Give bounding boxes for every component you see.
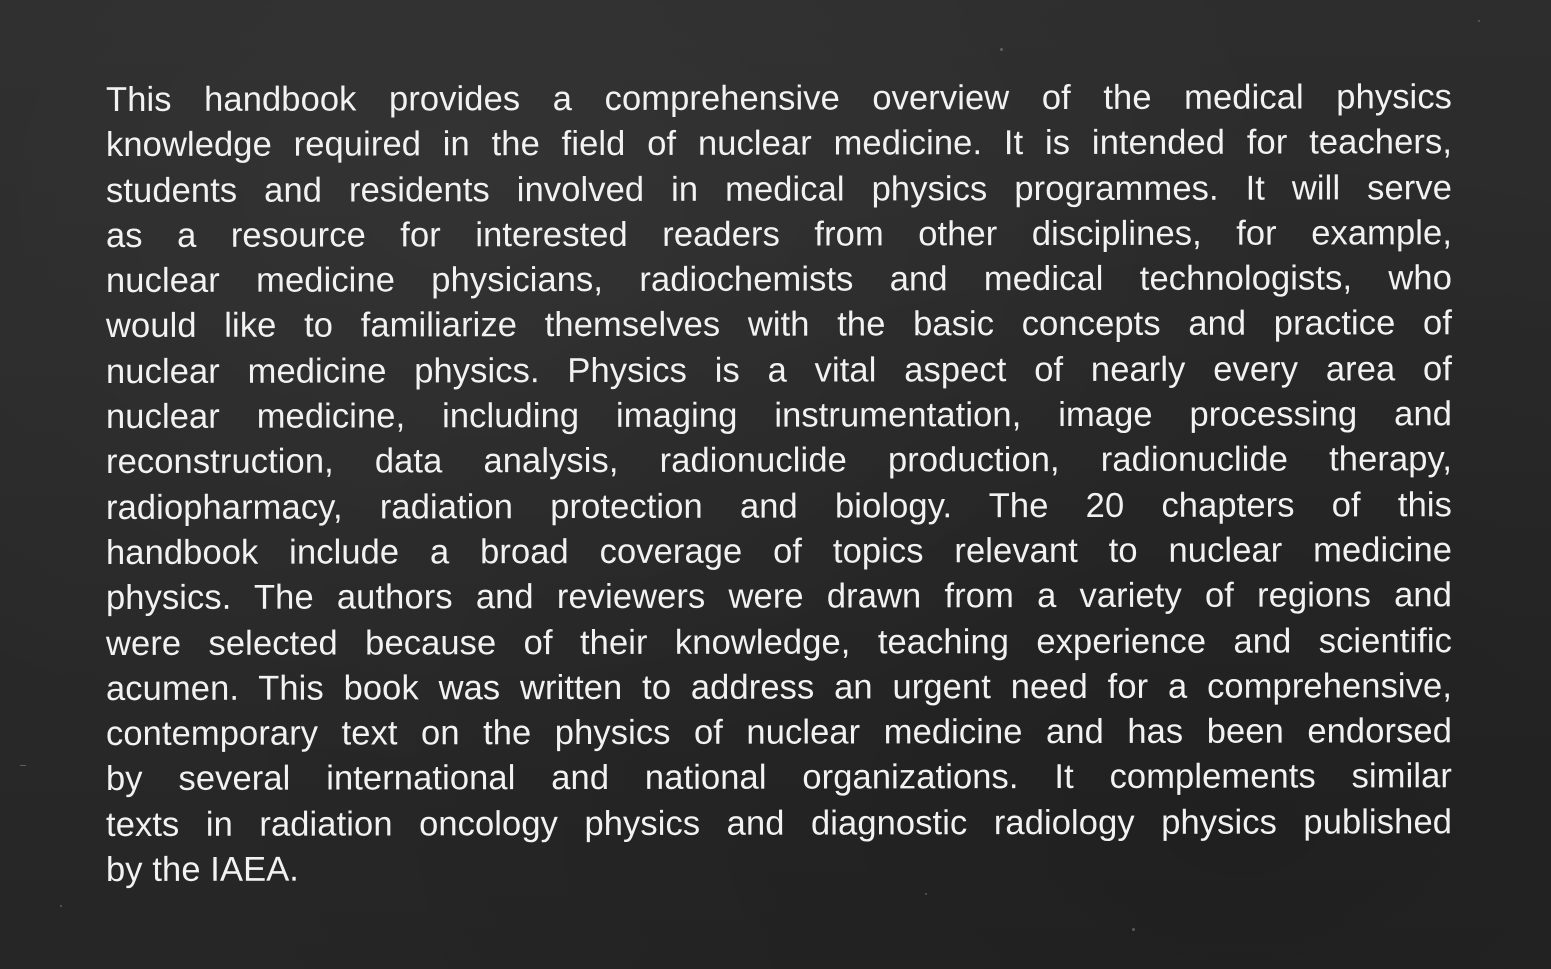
dust-speck <box>60 905 62 907</box>
text-line: texts in radiation oncology physics and diagnostic radiology physics published <box>105 802 1453 844</box>
text-line: as a resource for interested readers from other disciplines, for example, <box>105 214 1453 255</box>
dust-speck <box>1132 928 1135 931</box>
dust-speck <box>1000 48 1003 51</box>
text-line: contemporary text on the physics of nuclear medicine and has been endorsed <box>105 712 1453 754</box>
text-line: reconstruction, data analysis, radionuclide production, radionuclide therapy, <box>105 440 1453 482</box>
text-line: nuclear medicine, including imaging instrumentation, image processing and <box>105 395 1453 437</box>
text-line: students and residents involved in medical physics programmes. It will serve <box>105 168 1453 210</box>
text-line: physics. The authors and reviewers were drawn from a variety of regions and <box>105 576 1453 618</box>
text-line: acumen. This book was written to address an urgent need for a comprehensive, <box>105 667 1453 708</box>
description-text-block <box>106 78 1452 893</box>
dust-speck <box>20 765 26 766</box>
text-line: were selected because of their knowledge, teaching experience and scientific <box>105 621 1453 663</box>
text-line: would like to familiarize themselves with the basic concepts and practice of <box>105 304 1453 346</box>
text-line: by several international and national organizations. It complements similar <box>105 757 1453 799</box>
text-line: handbook include a broad coverage of topics relevant to nuclear medicine <box>105 531 1453 572</box>
text-line: This handbook provides a comprehensive overview of the medical physics <box>105 78 1453 119</box>
text-line-last: by the IAEA. <box>105 850 300 890</box>
text-line: nuclear medicine physicians, radiochemists and medical technologists, who <box>105 259 1453 301</box>
text-line: nuclear medicine physics. Physics is a vital aspect of nearly every area of <box>105 349 1453 391</box>
dust-speck <box>1478 20 1480 22</box>
text-line: knowledge required in the field of nuclear medicine. It is intended for teachers, <box>105 123 1453 165</box>
text-line: radiopharmacy, radiation protection and biology. The 20 chapters of this <box>105 485 1453 527</box>
